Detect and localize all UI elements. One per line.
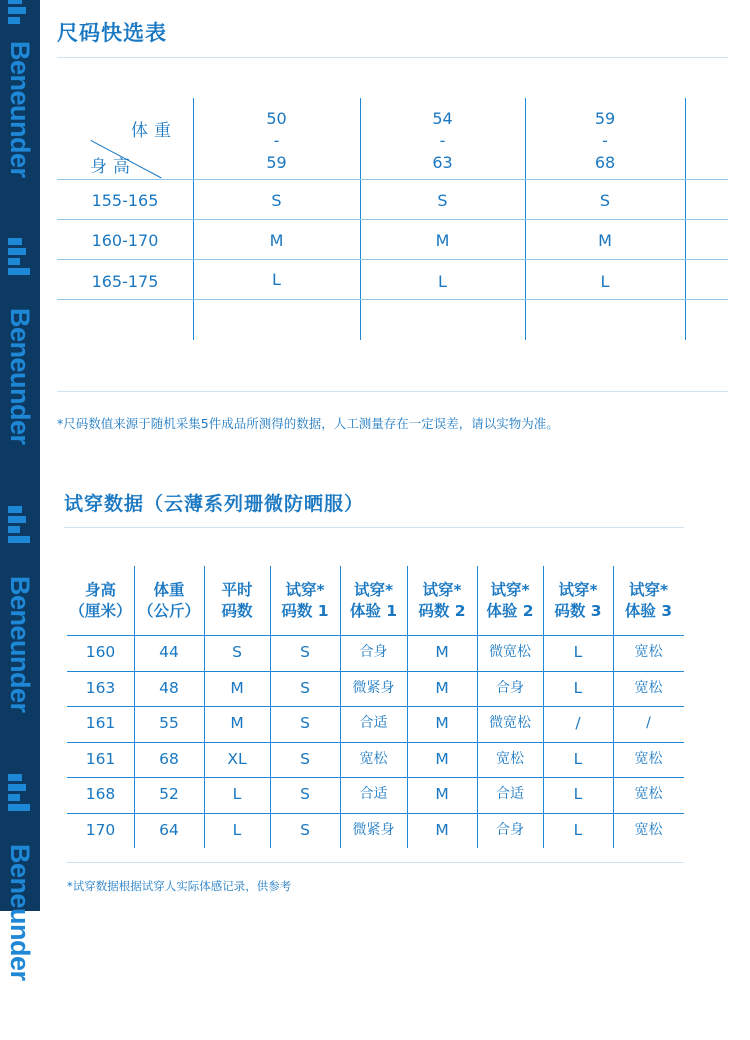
trial-header-cell xyxy=(340,580,407,622)
trial-data-cell: 合身 xyxy=(496,680,524,696)
trial-data-cell: S xyxy=(300,643,310,661)
divider xyxy=(57,391,728,392)
trial-data-cell: 宽松 xyxy=(634,751,663,767)
trial-data-cell: S xyxy=(300,679,310,697)
trial-data-cell: / xyxy=(646,715,651,731)
brand-name: Beneunder xyxy=(5,308,35,445)
trial-data-cell: L xyxy=(573,750,583,768)
trial-header-line: 平时 xyxy=(221,581,253,599)
trial-data-cell: 44 xyxy=(159,643,179,661)
brand-block xyxy=(0,504,40,772)
trial-data-cell: 微宽松 xyxy=(489,644,531,660)
size-cell: M xyxy=(435,231,450,250)
trial-data-cell: / xyxy=(575,714,581,732)
trial-data-cell: M xyxy=(230,679,244,697)
trial-header-line: 身高 xyxy=(84,581,116,599)
trial-header-line: 体验 1 xyxy=(349,602,398,620)
trial-data-cell: 合适 xyxy=(359,715,388,731)
brand-block xyxy=(0,236,40,504)
trial-header-line: 体重 xyxy=(153,581,185,599)
trial-data-cell: M xyxy=(435,643,449,661)
brand-name: Beneunder xyxy=(5,41,35,178)
brand-block xyxy=(0,0,40,263)
trial-data-cell: 48 xyxy=(159,679,179,697)
corner-weight-label: 体重 xyxy=(131,121,177,141)
divider xyxy=(64,527,684,528)
trial-data-cell: M xyxy=(435,714,449,732)
trial-data-cell: 161 xyxy=(85,750,116,768)
size-cell: S xyxy=(271,191,282,210)
trial-data-cell: 64 xyxy=(159,821,179,839)
trial-data-cell: 170 xyxy=(85,821,116,839)
trial-data-cell: L xyxy=(573,785,583,803)
trial-header-cell xyxy=(67,580,134,622)
weight-range-header: 59 - 68 xyxy=(594,109,616,172)
size-cell: M xyxy=(598,231,612,250)
trial-header-line: 试穿* xyxy=(353,581,394,599)
brand-sidebar xyxy=(0,0,40,981)
trial-data-cell: 微宽松 xyxy=(489,715,531,731)
trial-header-line: 试穿* xyxy=(422,581,462,599)
trial-header-line: 试穿* xyxy=(490,581,530,599)
divider xyxy=(57,57,728,58)
trial-data-cell: S xyxy=(300,821,310,839)
trial-data-cell: 合身 xyxy=(496,822,524,838)
trial-data-note: *试穿数据根据试穿人实际体感记录，供参考 xyxy=(67,879,292,893)
brand-block xyxy=(0,772,40,1040)
weight-range-header: 54 - 63 xyxy=(432,109,453,172)
trial-data-cell: 微紧身 xyxy=(352,680,395,696)
trial-data-cell: S xyxy=(300,785,310,803)
trial-header-cell xyxy=(477,580,543,622)
trial-data-table xyxy=(67,566,684,848)
trial-data-cell: S xyxy=(300,714,310,732)
trial-header-line: （厘米） xyxy=(69,602,132,620)
height-range-cell: 165-175 xyxy=(91,272,159,291)
trial-data-cell: 宽松 xyxy=(496,751,524,767)
trial-header-line: 码数 2 xyxy=(418,602,466,620)
trial-data-cell: 160 xyxy=(85,643,116,661)
brand-logo-icon xyxy=(8,774,32,822)
trial-data-cell: XL xyxy=(227,750,247,768)
trial-data-cell: M xyxy=(230,714,244,732)
trial-header-cell xyxy=(407,580,477,622)
trial-data-cell: M xyxy=(435,785,449,803)
size-cell: L xyxy=(600,272,610,291)
size-cell: L xyxy=(272,270,281,289)
brand-logo-icon xyxy=(8,238,32,286)
trial-data-cell: 68 xyxy=(159,750,179,768)
height-range-cell: 160-170 xyxy=(91,231,159,250)
trial-header-line: 体验 2 xyxy=(486,602,534,620)
weight-range-header: 50 - 59 xyxy=(266,109,287,172)
trial-data-cell: 168 xyxy=(85,785,116,803)
trial-header-line: 体验 3 xyxy=(624,602,673,620)
trial-data-cell: L xyxy=(573,643,583,661)
trial-data-cell: 宽松 xyxy=(634,680,663,696)
corner-height-label: 身高 xyxy=(90,157,136,177)
height-range-cell: 155-165 xyxy=(91,191,159,210)
trial-data-cell: L xyxy=(573,821,583,839)
trial-data-cell: L xyxy=(232,821,242,839)
size-chart-title: 尺码快选表 xyxy=(57,21,167,45)
brand-name: Beneunder xyxy=(5,576,35,713)
trial-data-cell: M xyxy=(435,679,449,697)
size-chart-note: *尺码数值来源于随机采集5件成品所测得的数据，人工测量存在一定误差，请以实物为准。 xyxy=(57,416,559,431)
trial-data-cell: S xyxy=(300,750,310,768)
trial-data-cell: 163 xyxy=(85,679,116,697)
trial-header-line: 试穿* xyxy=(558,581,598,599)
size-cell: S xyxy=(437,191,448,210)
trial-data-cell: M xyxy=(435,821,449,839)
trial-header-line: 码数 1 xyxy=(281,602,329,620)
trial-header-line: 码数 xyxy=(221,602,253,620)
trial-data-cell: S xyxy=(232,643,242,661)
size-cell: M xyxy=(269,231,284,250)
brand-logo-icon xyxy=(8,0,32,45)
trial-data-cell: M xyxy=(435,750,449,768)
trial-data-cell: 合适 xyxy=(359,786,388,802)
size-cell: S xyxy=(599,191,611,210)
trial-data-cell: L xyxy=(232,785,242,803)
trial-header-line: （公斤） xyxy=(137,602,200,620)
trial-header-line: 试穿* xyxy=(285,581,325,599)
size-cell: L xyxy=(438,272,447,291)
trial-header-cell xyxy=(613,580,684,622)
trial-data-cell: 52 xyxy=(159,785,179,803)
divider xyxy=(67,862,684,863)
trial-data-cell: 微紧身 xyxy=(352,822,395,838)
trial-data-cell: 宽松 xyxy=(359,751,388,767)
trial-header-cell xyxy=(134,580,204,622)
trial-data-cell: 合适 xyxy=(496,786,524,802)
trial-header-cell xyxy=(204,580,270,622)
trial-data-title: 试穿数据（云薄系列珊微防晒服） xyxy=(64,493,365,515)
brand-name: Beneunder xyxy=(5,844,35,981)
trial-data-cell: 161 xyxy=(85,714,116,732)
size-chart-table xyxy=(57,98,728,340)
trial-header-cell xyxy=(543,580,613,622)
trial-data-cell: 55 xyxy=(159,714,179,732)
trial-data-cell: L xyxy=(573,679,583,697)
trial-data-cell: 宽松 xyxy=(634,786,663,802)
trial-data-cell: 宽松 xyxy=(634,644,663,660)
trial-header-line: 试穿* xyxy=(628,581,669,599)
trial-data-cell: 宽松 xyxy=(634,822,663,838)
trial-header-line: 码数 3 xyxy=(554,602,602,620)
brand-logo-icon xyxy=(8,506,32,554)
trial-data-cell: 合身 xyxy=(359,644,388,660)
trial-header-cell xyxy=(270,580,340,622)
